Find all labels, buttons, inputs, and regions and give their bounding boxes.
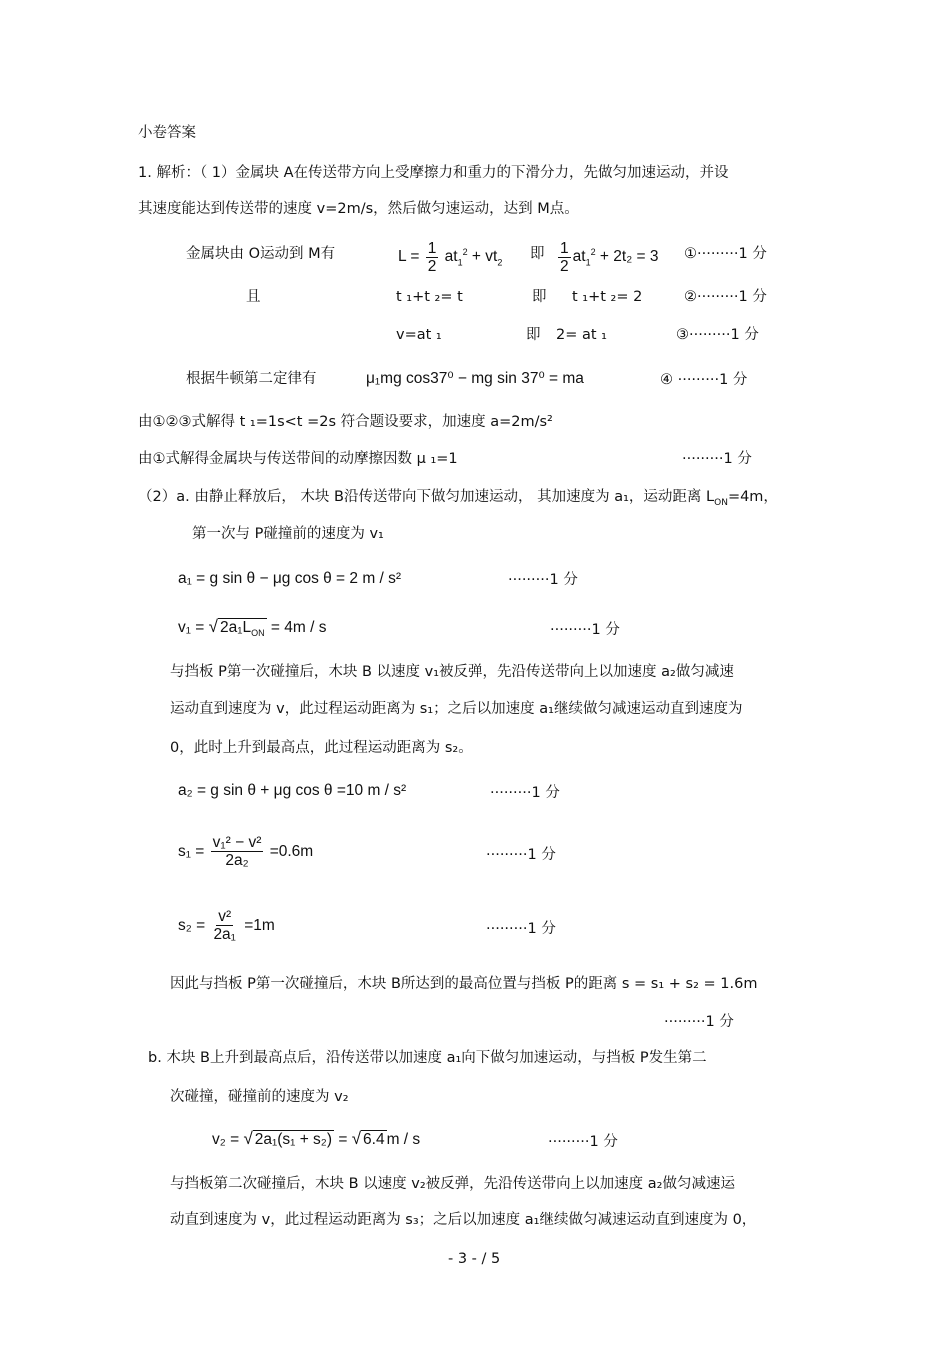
eq-s2-head: s₂ =	[178, 917, 206, 934]
q1-intro-line2: 其速度能达到传送带的速度 v=2m/s，然后做匀速运动，达到 M点。	[138, 201, 579, 217]
eq-s2-score: ·········1 分	[486, 921, 556, 937]
eq-v2-score: ·········1 分	[548, 1134, 618, 1150]
q1-row1-score: ①·········1 分	[684, 246, 767, 262]
eq-s1-tail: =0.6m	[269, 843, 314, 860]
eq-v2-tail: m / s	[386, 1131, 421, 1148]
q1-row1-mid: 即	[530, 246, 545, 262]
q1-row2-label: 且	[246, 289, 261, 305]
q1-row1-eq2: $\frac{1}{2}$ $at_1^2 + 2t_2 = 3$	[560, 239, 659, 275]
eq-v1-tail: = 4m / s	[270, 619, 327, 636]
eq-a2: a₂ = g sin θ + μg cos θ =10 m / s²	[178, 782, 407, 799]
eq-v2-mid: =	[338, 1131, 348, 1148]
eq-v1-head: v₁ =	[178, 619, 205, 636]
page-number: - 3 - / 5	[448, 1251, 501, 1267]
eq-v1-rad: 2a₁L	[220, 619, 252, 636]
q2a-line1: （2）a. 由静止释放后， 木块 B沿传送带向下做匀加速运动， 其加速度为 a₁，运动距离 $L_{ON}=4m$，	[138, 489, 778, 508]
q2b-para2: 动直到速度为 v，此过程运动距离为 s₃；之后以加速度 a₁继续做匀减速运动直到速度为 0，	[170, 1212, 757, 1228]
q1-row3-score: ③·········1 分	[676, 327, 759, 343]
eq-v1: v₁ = √ $2a_1L_{ON} = 4m / s$	[178, 618, 326, 642]
eq-s2-tail: =1m	[244, 917, 275, 934]
q1-row1-eq2-tail: + 2t₂ = 3	[599, 248, 659, 266]
q2a-para2: 运动直到速度为 v，此过程运动距离为 s₁；之后以加速度 a₁继续做匀减速运动直到速度为	[170, 701, 743, 717]
q2a-conclusion-score: ·········1 分	[664, 1014, 734, 1030]
eq-v2-rad2: 6.4	[363, 1131, 385, 1148]
eq-s2-den: 2a₁	[213, 926, 236, 944]
q1-newton-score: ④ ·········1 分	[660, 372, 748, 388]
eq-a1: a₁ = g sin θ − μg cos θ = 2 m / s²	[178, 570, 402, 587]
q2a-line2: 第一次与 P碰撞前的速度为 v₁	[192, 526, 384, 542]
q1-solve-line1: 由①②③式解得 t ₁=1s<t =2s 符合题设要求，加速度 a=2m/s²	[138, 414, 553, 430]
q2a-line1-tail: =4m，	[727, 489, 778, 505]
eq-s1-score: ·········1 分	[486, 847, 556, 863]
page-title: 小卷答案	[138, 125, 196, 141]
eq-v1-score: ·········1 分	[550, 622, 620, 638]
q2b-para1: 与挡板第二次碰撞后，木块 B 以速度 v₂被反弹，先沿传送带向上以加速度 a₂做匀减速运	[170, 1176, 735, 1192]
q2b-line2: 次碰撞，碰撞前的速度为 v₂	[170, 1089, 349, 1105]
q2a-conclusion: 因此与挡板 P第一次碰撞后，木块 B所达到的最高位置与挡板 P的距离 s = s₁ + s₂ = 1.6m	[170, 976, 758, 992]
eq-v2-rad1: 2a₁(s₁ + s₂)	[254, 1131, 332, 1148]
eq-s1-num: v₁² − v²	[212, 834, 262, 852]
eq-v2-head: v₂ =	[212, 1131, 240, 1148]
q1-row2-score: ②·········1 分	[684, 289, 767, 305]
q1-newton-eq: μ₁mg cos37⁰ − mg sin 37⁰ = ma	[366, 370, 584, 387]
eq-a1-score: ·········1 分	[508, 572, 578, 588]
q1-newton-label: 根据牛顿第二定律有	[186, 371, 317, 387]
eq-s2-num: v²	[218, 908, 232, 926]
q2a-para1: 与挡板 P第一次碰撞后，木块 B 以速度 v₁被反弹，先沿传送带向上以加速度 a₂做匀减速	[170, 664, 734, 680]
q1-row3-mid: 即	[526, 327, 541, 343]
q1-row3-eq: v=at ₁	[396, 327, 442, 343]
eq-a2-score: ·········1 分	[490, 785, 560, 801]
q2a-line1-text: （2）a. 由静止释放后， 木块 B沿传送带向下做匀加速运动， 其加速度为 a₁，运动距离 L	[138, 489, 715, 505]
q1-row2-mid: 即	[532, 289, 547, 305]
eq-s1-den: 2a₂	[225, 852, 249, 870]
q1-intro-line1: 1. 解析：（ 1）金属块 A在传送带方向上受摩擦力和重力的下滑分力，先做匀加速运动，并设	[138, 165, 729, 181]
eq-s1-head: s₁ =	[178, 843, 205, 860]
q1-row1-eq1: L = $\frac{1}{2}$ $at_1^2 + vt_2$	[398, 239, 503, 275]
q1-row1-label: 金属块由 O运动到 M有	[186, 246, 336, 262]
q1-row2-eq2: t ₁+t ₂= 2	[572, 289, 643, 305]
q1-solve-line2: 由①式解得金属块与传送带间的动摩擦因数 μ ₁=1	[138, 451, 458, 467]
eq-s1	[178, 826, 313, 878]
q1-row2-eq: t ₁+t ₂= t	[396, 289, 463, 305]
q2a-para3: 0，此时上升到最高点，此过程运动距离为 s₂。	[170, 740, 473, 756]
q2b-line1: b. 木块 B上升到最高点后，沿传送带以加速度 a₁向下做匀加速运动，与挡板 P发生第二	[148, 1050, 707, 1066]
q1-row3-eq2: 2= at ₁	[556, 327, 607, 343]
eq-v2: v₂ = √ 2a₁(s₁ + s₂) = √ 6.4 m / s	[212, 1129, 421, 1148]
q1-solve-line2-score: ·········1 分	[682, 451, 752, 467]
eq-s2	[178, 900, 275, 952]
